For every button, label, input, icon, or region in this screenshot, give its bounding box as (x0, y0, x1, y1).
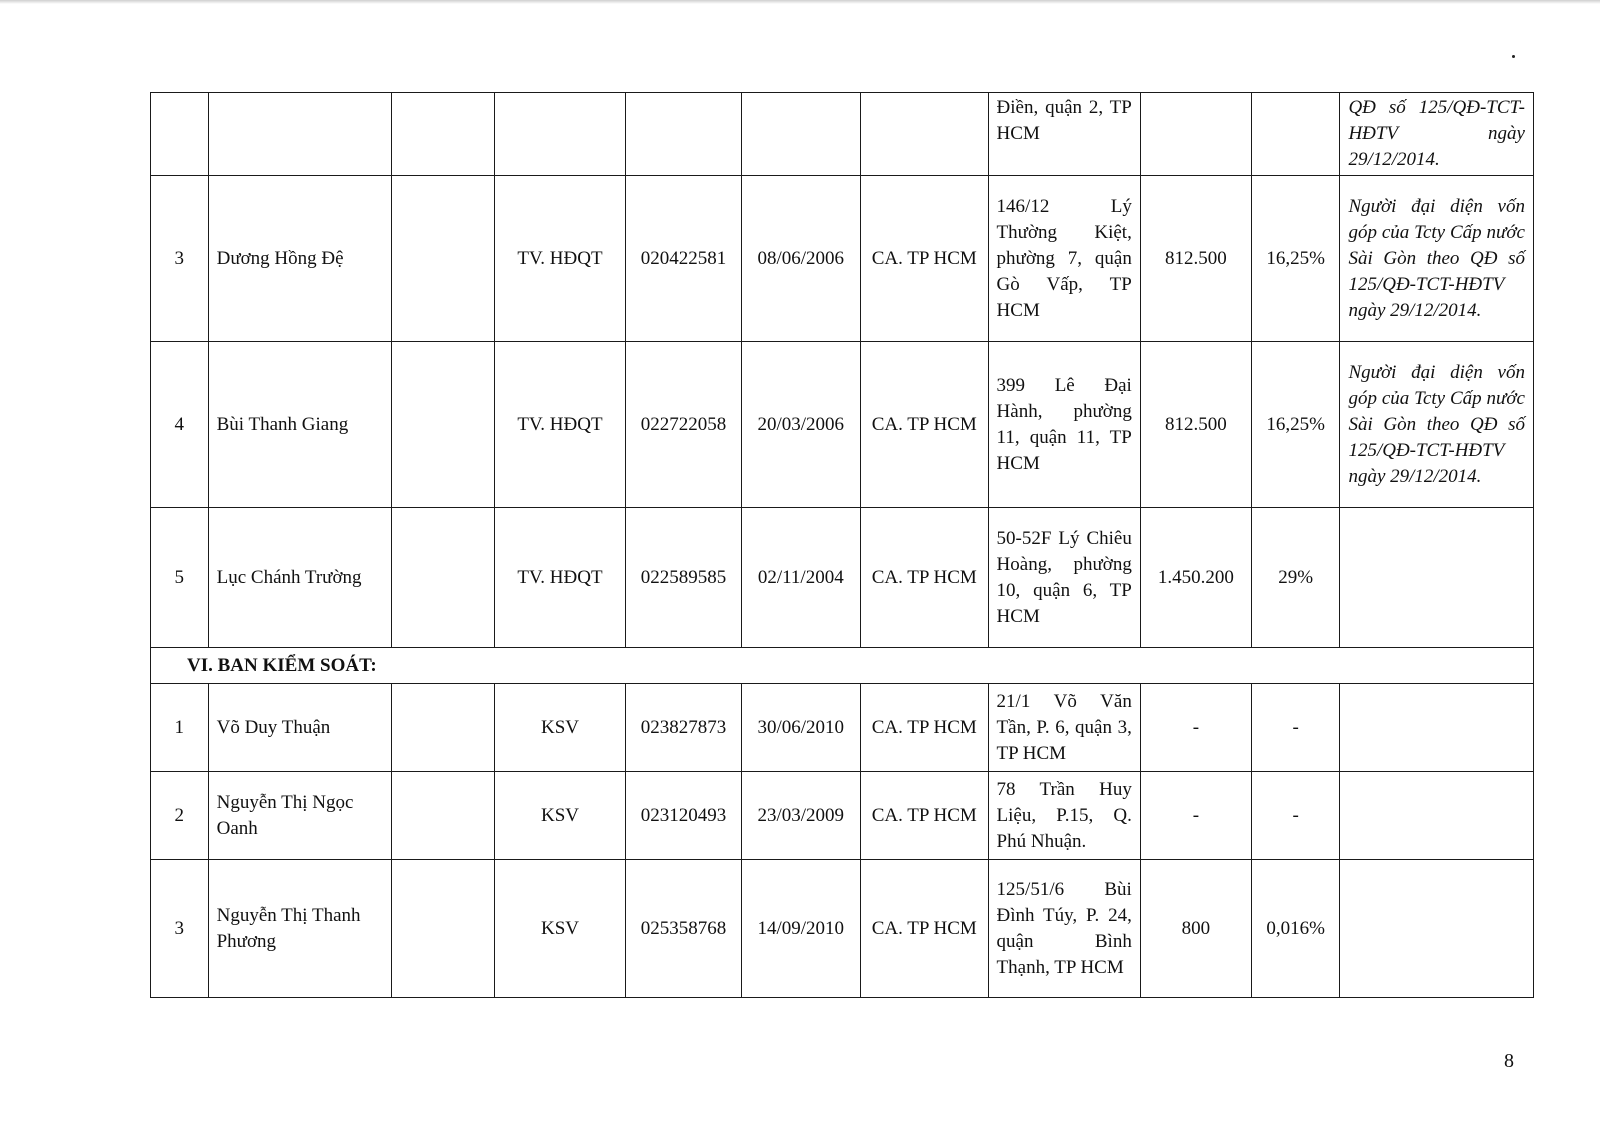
cell-stt: 4 (151, 342, 209, 508)
cell-name (208, 93, 391, 176)
cell-ratio: 29% (1251, 508, 1339, 648)
cell-stt (151, 93, 209, 176)
cell-issue-date: 02/11/2004 (741, 508, 860, 648)
cell-address: 78 Trần Huy Liệu, P.15, Q. Phú Nhuận. (988, 772, 1140, 860)
table-row (151, 772, 1534, 860)
cell-ratio: - (1251, 684, 1339, 772)
cell-issue-place: CA. TP HCM (860, 684, 988, 772)
cell-position: TV. HĐQT (494, 342, 626, 508)
cell-note (1340, 860, 1534, 998)
cell-issue-place (860, 93, 988, 176)
cell-issue-date (741, 93, 860, 176)
cell-name: Dương Hồng Đệ (208, 176, 391, 342)
cell-ratio (1251, 93, 1339, 176)
cell-address: 21/1 Võ Văn Tần, P. 6, quận 3, TP HCM (988, 684, 1140, 772)
cell-position: KSV (494, 684, 626, 772)
cell-empty (391, 176, 494, 342)
cell-position: TV. HĐQT (494, 176, 626, 342)
cell-id-number (626, 93, 741, 176)
cell-id-number: 023120493 (626, 772, 741, 860)
cell-note (1340, 508, 1534, 648)
cell-position: KSV (494, 860, 626, 998)
cell-stt: 3 (151, 176, 209, 342)
cell-issue-place: CA. TP HCM (860, 176, 988, 342)
cell-shares: - (1140, 772, 1251, 860)
cell-shares: 800 (1140, 860, 1251, 998)
cell-name: Nguyễn Thị Ngọc Oanh (208, 772, 391, 860)
cell-name: Nguyễn Thị Thanh Phương (208, 860, 391, 998)
cell-ratio: - (1251, 772, 1339, 860)
cell-note (1340, 772, 1534, 860)
cell-position: KSV (494, 772, 626, 860)
table-row (151, 176, 1534, 342)
page-number: 8 (1504, 1050, 1514, 1072)
cell-ratio: 0,016% (1251, 860, 1339, 998)
cell-address: 50-52F Lý Chiêu Hoàng, phường 10, quận 6, TP HCM (988, 508, 1140, 648)
cell-id-number: 022589585 (626, 508, 741, 648)
cell-ratio: 16,25% (1251, 176, 1339, 342)
cell-position (494, 93, 626, 176)
cell-issue-date: 23/03/2009 (741, 772, 860, 860)
cell-stt: 1 (151, 684, 209, 772)
cell-name: Lục Chánh Trường (208, 508, 391, 648)
cell-position: TV. HĐQT (494, 508, 626, 648)
cell-issue-place: CA. TP HCM (860, 860, 988, 998)
cell-empty (391, 772, 494, 860)
cell-id-number: 025358768 (626, 860, 741, 998)
shareholder-table (150, 92, 1534, 998)
cell-issue-date: 20/03/2006 (741, 342, 860, 508)
cell-name: Võ Duy Thuận (208, 684, 391, 772)
cell-empty (391, 860, 494, 998)
cell-empty (391, 508, 494, 648)
cell-issue-date: 30/06/2010 (741, 684, 860, 772)
cell-address: 146/12 Lý Thường Kiệt, phường 7, quận Gò Vấp, TP HCM (988, 176, 1140, 342)
cell-stt: 2 (151, 772, 209, 860)
cell-ratio: 16,25% (1251, 342, 1339, 508)
cell-address: 125/51/6 Bùi Đình Túy, P. 24, quận Bình Thạnh, TP HCM (988, 860, 1140, 998)
section-title: VI. BAN KIỂM SOÁT: (151, 648, 1534, 684)
table-row (151, 342, 1534, 508)
cell-note: QĐ số 125/QĐ-TCT-HĐTV ngày 29/12/2014. (1340, 93, 1534, 176)
cell-issue-date: 08/06/2006 (741, 176, 860, 342)
cell-address: Điền, quận 2, TP HCM (988, 93, 1140, 176)
cell-id-number: 023827873 (626, 684, 741, 772)
cell-issue-place: CA. TP HCM (860, 772, 988, 860)
cell-note (1340, 684, 1534, 772)
cell-shares: 1.450.200 (1140, 508, 1251, 648)
table-row (151, 93, 1534, 176)
cell-note: Người đại diện vốn góp của Tcty Cấp nước Sài Gòn theo QĐ số 125/QĐ-TCT-HĐTV ngày 29/12/2014. (1340, 176, 1534, 342)
table-row (151, 508, 1534, 648)
cell-issue-date: 14/09/2010 (741, 860, 860, 998)
cell-id-number: 022722058 (626, 342, 741, 508)
cell-empty (391, 93, 494, 176)
section-row (151, 648, 1534, 684)
table-row (151, 684, 1534, 772)
table-row (151, 860, 1534, 998)
cell-address: 399 Lê Đại Hành, phường 11, quận 11, TP HCM (988, 342, 1140, 508)
cell-empty (391, 684, 494, 772)
cell-shares: - (1140, 684, 1251, 772)
scan-dot (1512, 55, 1515, 58)
cell-name: Bùi Thanh Giang (208, 342, 391, 508)
cell-shares: 812.500 (1140, 342, 1251, 508)
cell-issue-place: CA. TP HCM (860, 342, 988, 508)
cell-shares: 812.500 (1140, 176, 1251, 342)
cell-stt: 5 (151, 508, 209, 648)
cell-note: Người đại diện vốn góp của Tcty Cấp nước Sài Gòn theo QĐ số 125/QĐ-TCT-HĐTV ngày 29/12/2014. (1340, 342, 1534, 508)
cell-issue-place: CA. TP HCM (860, 508, 988, 648)
cell-stt: 3 (151, 860, 209, 998)
cell-empty (391, 342, 494, 508)
cell-id-number: 020422581 (626, 176, 741, 342)
scan-edge (0, 0, 1600, 4)
cell-shares (1140, 93, 1251, 176)
